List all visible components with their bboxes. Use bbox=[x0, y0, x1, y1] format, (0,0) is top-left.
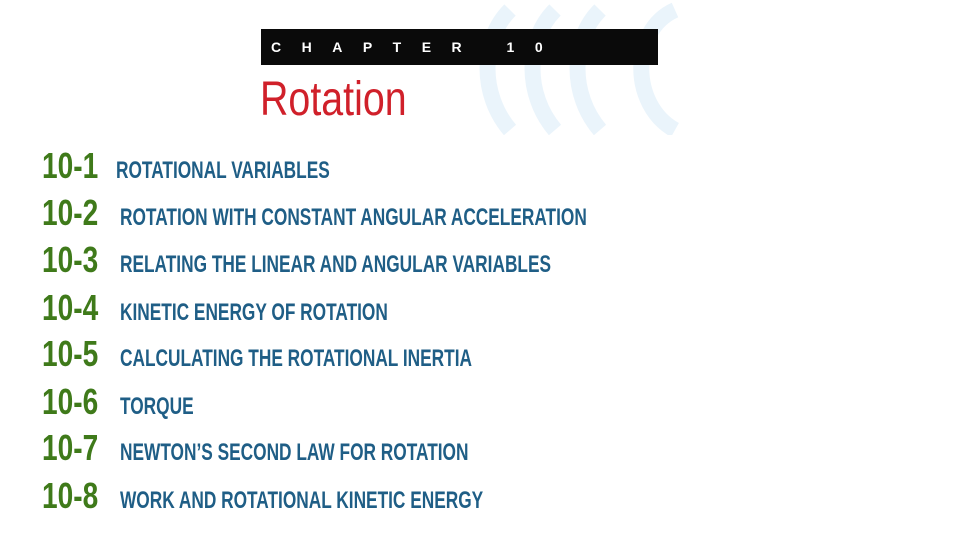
section-title: ROTATIONAL VARIABLES bbox=[116, 157, 330, 184]
chapter-label: CHAPTER 10 bbox=[271, 39, 564, 55]
section-number: 10-5 bbox=[42, 333, 99, 374]
section-number: 10-8 bbox=[42, 475, 99, 516]
section-title: WORK AND ROTATIONAL KINETIC ENERGY bbox=[120, 487, 484, 514]
section-number: 10-3 bbox=[42, 239, 99, 280]
section-title: TORQUE bbox=[120, 393, 194, 420]
section-title: NEWTON’S SECOND LAW FOR ROTATION bbox=[120, 439, 469, 466]
chapter-number-bar bbox=[261, 29, 658, 65]
section-number: 10-7 bbox=[42, 427, 99, 468]
section-title: CALCULATING THE ROTATIONAL INERTIA bbox=[120, 345, 472, 372]
section-title: RELATING THE LINEAR AND ANGULAR VARIABLES bbox=[120, 251, 552, 278]
section-number: 10-6 bbox=[42, 381, 99, 422]
section-title: ROTATION WITH CONSTANT ANGULAR ACCELERATION bbox=[120, 204, 587, 231]
section-number: 10-2 bbox=[42, 192, 99, 233]
section-number: 10-4 bbox=[42, 287, 99, 328]
section-title: KINETIC ENERGY OF ROTATION bbox=[120, 299, 388, 326]
section-number: 10-1 bbox=[42, 145, 99, 186]
chapter-title: Rotation bbox=[260, 73, 407, 126]
background-arcs-graphic bbox=[440, 0, 680, 135]
